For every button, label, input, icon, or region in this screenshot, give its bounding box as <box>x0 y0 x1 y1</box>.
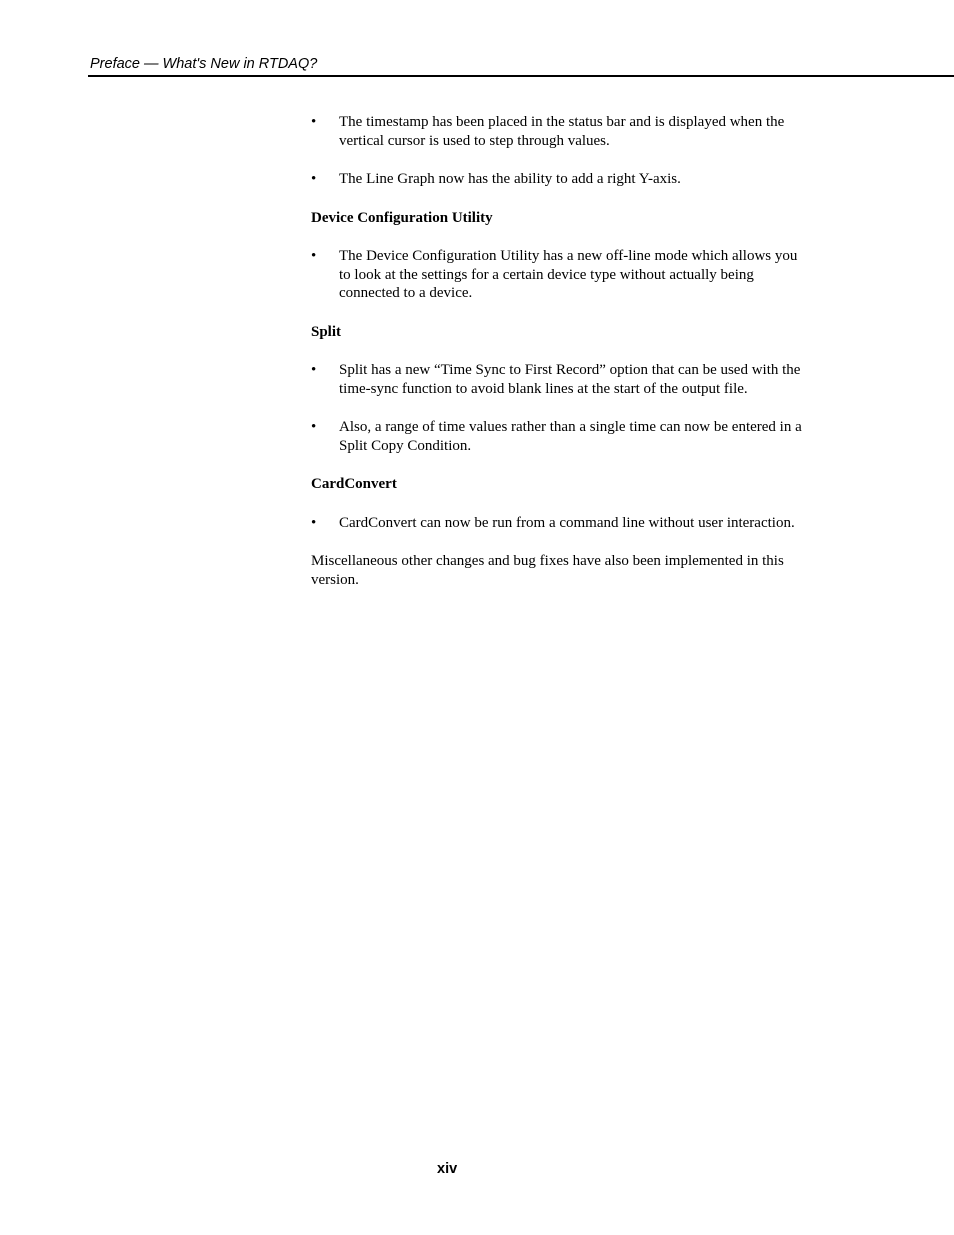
bullet-icon: • <box>311 419 317 435</box>
bullet-icon: • <box>311 362 317 378</box>
section-heading-cardconvert: CardConvert <box>311 476 397 492</box>
bullet-icon: • <box>311 514 317 531</box>
list-item <box>311 113 811 150</box>
bullet-text: The Device Configuration Utility has a new off-line mode which allows you to look at the settings for a certain device type without actually being connected to a device. <box>339 248 798 301</box>
page-number: xiv <box>437 1161 458 1177</box>
page-content <box>311 113 811 589</box>
section-heading-device-configuration: Device Configuration Utility <box>311 209 493 226</box>
bullet-text: The Line Graph now has the ability to add a right Y-axis. <box>339 171 681 187</box>
list-item <box>311 514 811 533</box>
list-item <box>311 418 811 455</box>
bullet-text: Also, a range of time values rather than a single time can now be entered in a Split Copy Condition. <box>339 419 802 454</box>
bullet-text: The timestamp has been placed in the status bar and is displayed when the vertical cursor is used to step through values. <box>339 114 785 149</box>
bullet-icon: • <box>311 248 317 264</box>
bullet-text: CardConvert can now be run from a command line without user interaction. <box>339 514 795 531</box>
bullet-icon: • <box>311 114 317 130</box>
bullet-icon: • <box>311 171 317 187</box>
section-heading-split: Split <box>311 323 342 340</box>
list-item <box>311 170 811 189</box>
closing-paragraph: Miscellaneous other changes and bug fixes have also been implemented in this version. <box>311 553 784 588</box>
header-title: Preface — What's New in RTDAQ? <box>90 56 318 72</box>
bullet-text: Split has a new “Time Sync to First Record” option that can be used with the time-sync function to avoid blank lines at the start of the output file. <box>339 362 801 397</box>
list-item <box>311 361 811 398</box>
page-header <box>88 55 954 77</box>
list-item <box>311 247 811 303</box>
